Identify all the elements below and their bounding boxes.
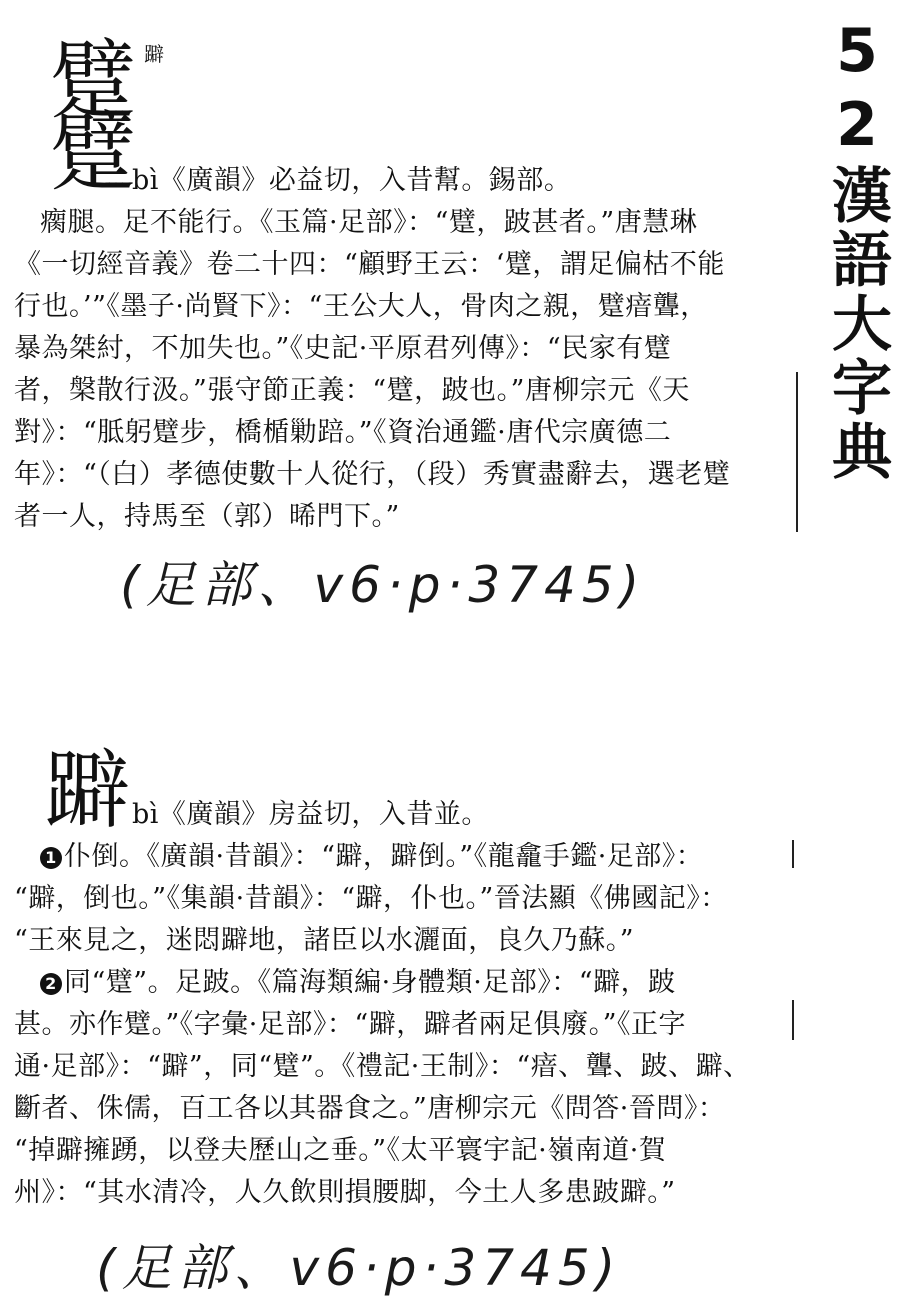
entry1-line-4: 行也。’”《墨子·尚賢下》：“王公大人，骨肉之親，躄瘖聾， <box>14 291 708 322</box>
entry1-line-3: 《一切經音義》卷二十四：“顧野王云：‘躄，謂足偏枯不能 <box>14 249 725 280</box>
entry2-sense2-line-3: 通·足部》：“躃”，同“躄”。《禮記·王制》：“瘖、聾、跛、躃、 <box>14 1051 751 1082</box>
entry1-line-2: 瘸腿。足不能行。《玉篇·足部》：“躄，跛甚者。”唐慧琳 <box>40 207 698 238</box>
entry1-line-6: 者，槃散行汲。”張守節正義：“躄，跛也。”唐柳宗元《天 <box>14 375 690 406</box>
dictionary-side-title: 52漢語大字典 <box>822 16 892 484</box>
entry2-sense1-line-2: “躃，倒也。”《集韻·昔韻》：“躃，仆也。”晉法顯《佛國記》： <box>14 883 728 914</box>
entry2-pron-line: bì《廣韻》房益切，入昔並。 <box>132 799 489 830</box>
entry1-line-9: 者一人，持馬至（郭）晞門下。” <box>14 501 400 532</box>
scan-edge-line <box>792 1000 794 1040</box>
scan-edge-line <box>792 840 794 868</box>
handwritten-note: (足部、v6·p·3745) <box>120 556 646 614</box>
entry2-sense2-line-5: “掉躃擁踴，以登夫歷山之垂。”《太平寰宇記·嶺南道·賀 <box>14 1135 667 1166</box>
handwritten-note: (足部、v6·p·3745) <box>96 1239 622 1297</box>
entry2-sense1-line-1: 1 仆倒。《廣韻·昔韻》：“躃，躃倒。”《龍龕手鑑·足部》： <box>40 834 703 873</box>
scan-edge-line <box>796 372 798 532</box>
headword-variant-small: 躃 <box>144 42 164 66</box>
entry1-line-8: 年》：“（白）孝德使數十人從行，（段）秀實盡辭去，選老躄 <box>14 459 731 490</box>
entry1-line-7: 對》：“胝躬躄步，橋楯勦踣。”《資治通鑑·唐代宗廣德二 <box>14 417 672 448</box>
entry2-sense2-line-6: 州》：“其水清冷，人久飲則損腰脚，今土人多患跛躃。” <box>14 1177 676 1208</box>
entry2-sense1-line-3: “王來見之，迷悶躃地，諸臣以水灑面，良久乃蘇。” <box>14 925 635 956</box>
sense-number-icon: 1 <box>40 847 62 869</box>
entry1-line-5: 暴為桀紂，不加失也。”《史記·平原君列傳》：“民家有躄 <box>14 333 672 364</box>
entry2-sense2-line-1: 2 同“躄”。足跛。《篇海類編·身體類·足部》：“躃，跛 <box>40 960 676 999</box>
headword-large-top: 躄 <box>50 31 136 131</box>
entry2-sense2-line-4: 斷者、侏儒，百工各以其器食之。”唐柳宗元《問答·晉問》： <box>14 1093 726 1124</box>
headword-large: 躃 <box>44 741 130 841</box>
sense-number-icon: 2 <box>40 973 62 995</box>
entry2-sense2-line-2: 甚。亦作躄。”《字彙·足部》：“躃，躃者兩足俱廢。”《正字 <box>14 1009 686 1040</box>
entry1-line-1: bì《廣韻》必益切，入昔幫。錫部。 <box>132 165 572 196</box>
headword-large: 躄 <box>50 103 136 203</box>
